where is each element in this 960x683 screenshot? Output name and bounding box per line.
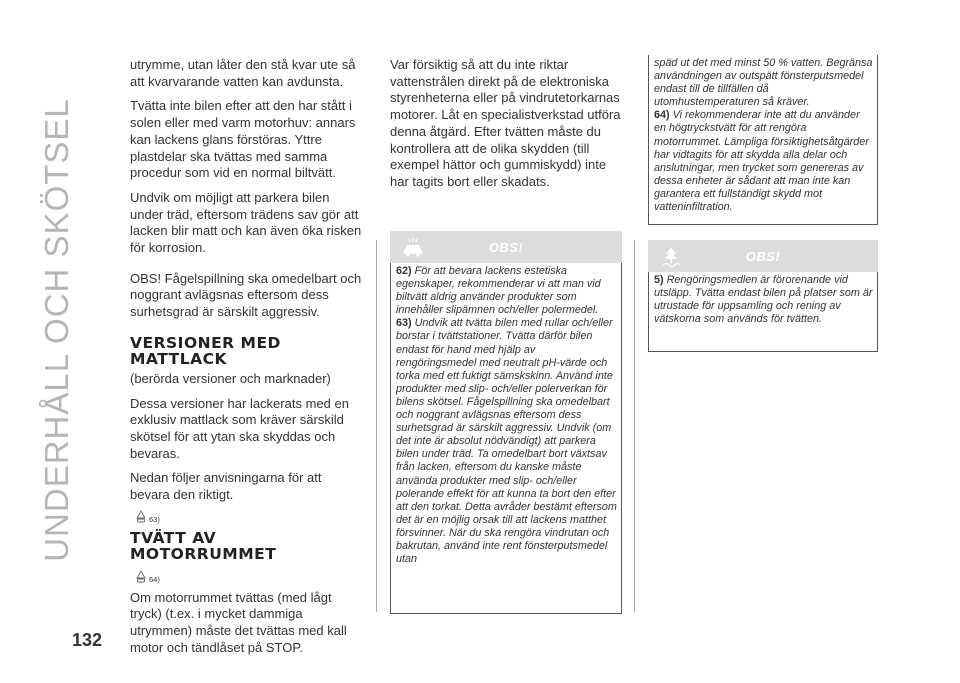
- paragraph: utrymme, utan låter den stå kvar ute så att kvarvarande vatten kan avdunsta.: [130, 57, 356, 89]
- paragraph: Tvätta inte bilen efter att den har stått i solen eller med varm motorhuv: annars kan lackens glans förstöras. Yttre plastdelar ska tvättas med samma procedur som vid en normal biltvätt.: [130, 98, 356, 181]
- reference-label: 64): [149, 574, 160, 584]
- column-divider: [634, 240, 635, 612]
- note-number: 63): [396, 317, 412, 330]
- paragraph: Undvik om möjligt att parkera bilen under träd, eftersom trädens sav gör att lacken blir matt och kan även öka risken för korrosion.: [130, 189, 362, 256]
- obs-banner: [390, 231, 622, 263]
- section-title-vertical: UNDERHÅLL OCH SKÖTSEL: [38, 98, 75, 562]
- note-text: Vi rekommenderar inte att du använder en högtryckstvätt för att rengöra motorrummet. Lämpliga försiktighetsåtgärder har vidtagits för att skydda alla delar och anslutningar, men trycket som genereras av dessa enheter är sådant att man inte kan garantera ett fullständigt skydd mot vatteninfiltration.: [654, 109, 869, 214]
- car-warning-icon: [136, 510, 146, 524]
- note-text: För att bevara lackens estetiska egenskaper, rekommenderar vi att man vid biltvätt aldrig använder produkter som innehåller slipämnen och/eller polermedel.: [396, 265, 601, 317]
- page-number: 132: [72, 630, 103, 650]
- note-64: [654, 109, 873, 214]
- paragraph: Var försiktig så att du inte riktar vattenstrålen direkt på de elektroniska styrenheterna eller på vindrutetorkarnas motorer. Låt en specialistverkstad utföra denna åtgärd. Efter tvätten måste du kontrollera att de olika skydden (till exempel hättor och gummiskydd) inte har tagits bort eller skadats.: [390, 57, 621, 189]
- paragraph: Dessa versioner har lackerats med en exklusiv mattlack som kräver särskild skötsel för att ytan ska skyddas och bevaras.: [130, 395, 349, 461]
- reference-label: 63): [149, 514, 160, 524]
- note-number: 64): [654, 109, 670, 122]
- column-2: [390, 57, 622, 199]
- paragraph: Om motorrummet tvättas (med lågt tryck) (t.ex. i mycket dammiga utrymmen) måste det tvättas med kall motor och tändlåset på STOP.: [130, 589, 347, 655]
- column-1: [130, 57, 362, 665]
- note-number: 62): [396, 265, 412, 277]
- note-63-continued: späd ut det med minst 50 % vatten. Begränsa användningen av outspätt fönsterputsmedel endast till de tillfällen då utomhustemperaturen så kräver.: [654, 57, 873, 109]
- column-divider: [376, 240, 377, 612]
- note-62: [396, 265, 617, 317]
- note-5: [654, 274, 873, 326]
- reference-64: [136, 566, 362, 584]
- obs-title: OBS!: [745, 248, 781, 264]
- reference-63: [136, 506, 362, 524]
- notes-box-continued: [648, 55, 878, 225]
- notes-box: [390, 263, 622, 614]
- note-number: 5): [654, 274, 664, 286]
- note-63: [396, 317, 617, 566]
- obs-title: OBS!: [488, 239, 524, 255]
- section-heading-engine: TVÄTT AV MOTORRUMMET: [130, 528, 277, 563]
- environment-notes-box: [648, 272, 878, 352]
- paragraph: Nedan följer anvisningarna för att bevara den riktigt.: [130, 470, 322, 503]
- note-text: Undvik att tvätta bilen med rullar och/eller borstar i tvättstationer. Tvätta därför bilen endast för hand med hjälp av rengöringsmedel med neutralt pH-värde och torka med ett fuktigt sämskskinn. Använd inte produkter med slip- och/eller polerverkan för bilens skötsel. Fågelspillning ska omedelbart och noggrant avlägsnas eftersom dess surhetsgrad är särskilt aggressiv. Undvik (om det inte är absolut nödvändigt) att parkera bilen under träd. Ta omedelbart bort växtsav från lacken, eftersom du kanske måste använda produkter med slip- och/eller polerande effekt för att kunna ta bort den efter att den torkat. Detta avråder bestämt eftersom det är en möjlig orsak till att lackens matthet försvinner. När du ska rengöra vindrutan och bakrutan, använd inte rent fönsterputsmedel utan: [396, 317, 617, 566]
- paragraph: (berörda versioner och marknader): [130, 370, 331, 386]
- note-text: Rengöringsmedlen är förorenande vid utsläpp. Tvätta endast bilen på platser som är utrustade för uppsamling och rening av vätskorna som används för tvätten.: [654, 274, 873, 326]
- paragraph: OBS! Fågelspillning ska omedelbart och noggrant avlägsnas eftersom dess surhetsgrad är särskilt aggressiv.: [130, 270, 362, 320]
- car-warning-icon: [136, 570, 146, 584]
- obs-banner: [648, 240, 878, 272]
- section-heading-matte: VERSIONER MED MATTLACK: [130, 333, 281, 368]
